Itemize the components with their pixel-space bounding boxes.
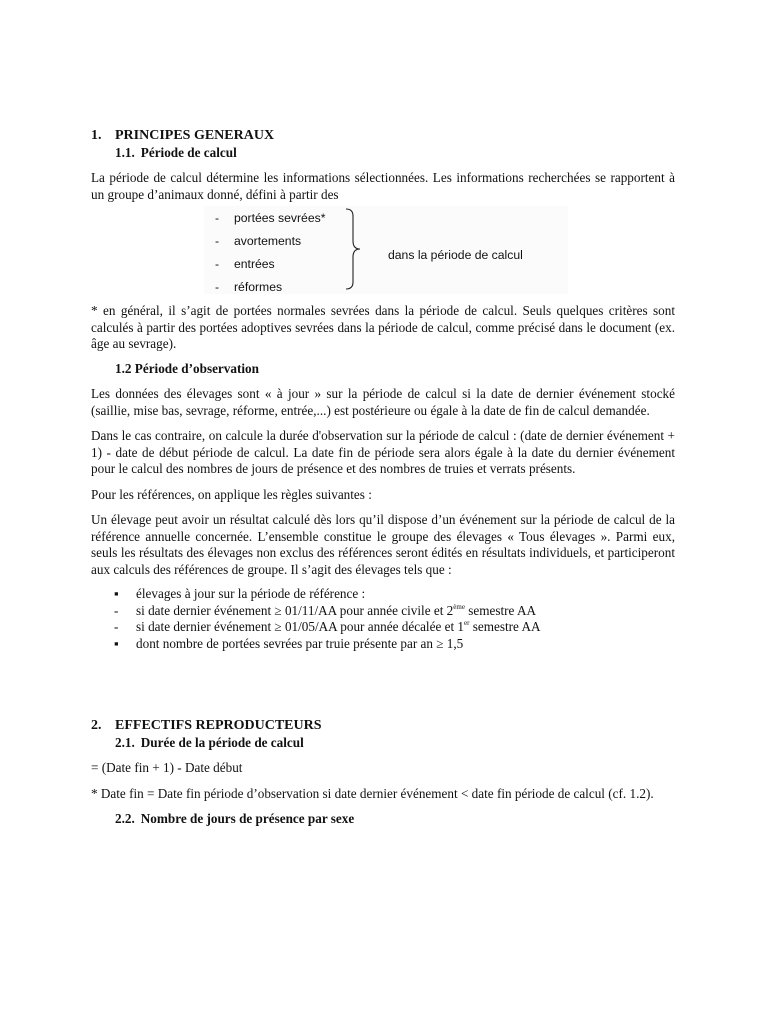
dash-marker: - (215, 234, 220, 248)
dash-marker: - (215, 257, 220, 271)
figure-item (204, 233, 301, 249)
subsection-number: 2.2. (115, 811, 135, 826)
paragraph-calculation-period: La période de calcul détermine les informations sélectionnées. Les informations recherchées se rapportent à un groupe d’animaux donné, défini à partir des (91, 170, 675, 202)
figure-item-label: portées sevrées* (234, 211, 326, 225)
section-title: EFFECTIFS REPRODUCTEURS (115, 718, 322, 733)
dash-marker: - (215, 211, 220, 225)
paragraph-otherwise: Dans le cas contraire, on calcule la durée d'observation sur la période de calcul : (date de dernier événement + 1) - date de début période de calcul. La date fin de période sera alors égale à la date du dernier événement pour le calcul des nombres de jours de présence et des nombres de truies et verrats présents. (91, 428, 675, 476)
dash-marker: - (114, 619, 119, 634)
criteria-list (91, 586, 675, 652)
subsection-1-2-heading: 1.2 Période d’observation (115, 360, 259, 376)
figure-item (204, 279, 282, 295)
list-item-text: si date dernier événement ≥ 01/05/AA pour année décalée et 1er semestre AA (136, 619, 541, 634)
subsection-number: 2.1. (115, 734, 135, 750)
subsection-1-1-heading (91, 145, 675, 162)
paragraph-duration-formula: = (Date fin + 1) - Date début (91, 760, 243, 775)
subsection-2-1-heading (91, 735, 675, 752)
criteria-figure (204, 206, 568, 294)
paragraph-farm-groups: Un élevage peut avoir un résultat calculé dès lors qu’il dispose d’un événement sur la période de calcul de la référence annuelle concernée. L’ensemble constitue le groupe des élevages « Tous élevages ». Parmi eux, seuls les résultats des élevages non exclus des références seront édités en résultats individuels, et participeront aux calculs des références de groupe. Il s’agit des élevages tels que : (91, 512, 675, 577)
figure-item-label: entrées (234, 257, 275, 271)
section-title: PRINCIPES GENERAUX (115, 128, 275, 143)
list-item-text: si date dernier événement ≥ 01/11/AA pour année civile et 2ème semestre AA (136, 602, 537, 618)
paragraph-up-to-date: Les données des élevages sont « à jour » sur la période de calcul si la date de dernier événement stocké (saillie, mise bas, sevrage, réforme, entrée,...) est postérieure ou égale à la date de fin de calcul demandée. (91, 386, 675, 418)
list-item-text: élevages à jour sur la période de référence : (136, 586, 366, 601)
document-page (91, 128, 675, 828)
list-item (114, 586, 675, 603)
paragraph-references-rules: Pour les références, on applique les règles suivantes : (91, 486, 372, 502)
section-number: 2. (91, 718, 102, 733)
subsection-title: Nombre de jours de présence par sexe (140, 811, 355, 826)
brace-label: dans la période de calcul (388, 248, 523, 262)
list-item (114, 636, 675, 653)
figure-item (204, 256, 275, 272)
subsection-title: Période de calcul (140, 144, 237, 160)
figure-item-label: réformes (234, 280, 283, 294)
section-number: 1. (91, 128, 102, 143)
dash-marker: - (114, 602, 119, 618)
list-item (114, 603, 675, 620)
subsection-2-2-heading (91, 811, 675, 828)
square-bullet-icon: ▪ (114, 635, 119, 651)
dash-marker: - (215, 280, 220, 294)
figure-item (204, 210, 325, 226)
list-item-text: dont nombre de portées sevrées par truie présente par an ≥ 1,5 (136, 635, 464, 651)
subsection-title: Durée de la période de calcul (140, 734, 304, 750)
section-1-heading (91, 128, 675, 145)
figure-item-label: avortements (234, 234, 302, 248)
curly-brace-icon (344, 208, 368, 290)
subsection-number: 1.1. (115, 144, 135, 160)
square-bullet-icon: ▪ (114, 586, 119, 601)
paragraph-footnote: * en général, il s’agit de portées normales sevrées dans la période de calcul. Seuls quelques critères sont calculés à partir des portées adoptives sevrées dans la période de calcul, comme précisé dans le document (ex. âge au sevrage). (91, 303, 675, 351)
paragraph-date-fin-note: * Date fin = Date fin période d’observation si date dernier événement < date fin période de calcul (cf. 1.2). (91, 785, 654, 801)
list-item (114, 619, 675, 636)
section-2-heading (91, 718, 675, 735)
